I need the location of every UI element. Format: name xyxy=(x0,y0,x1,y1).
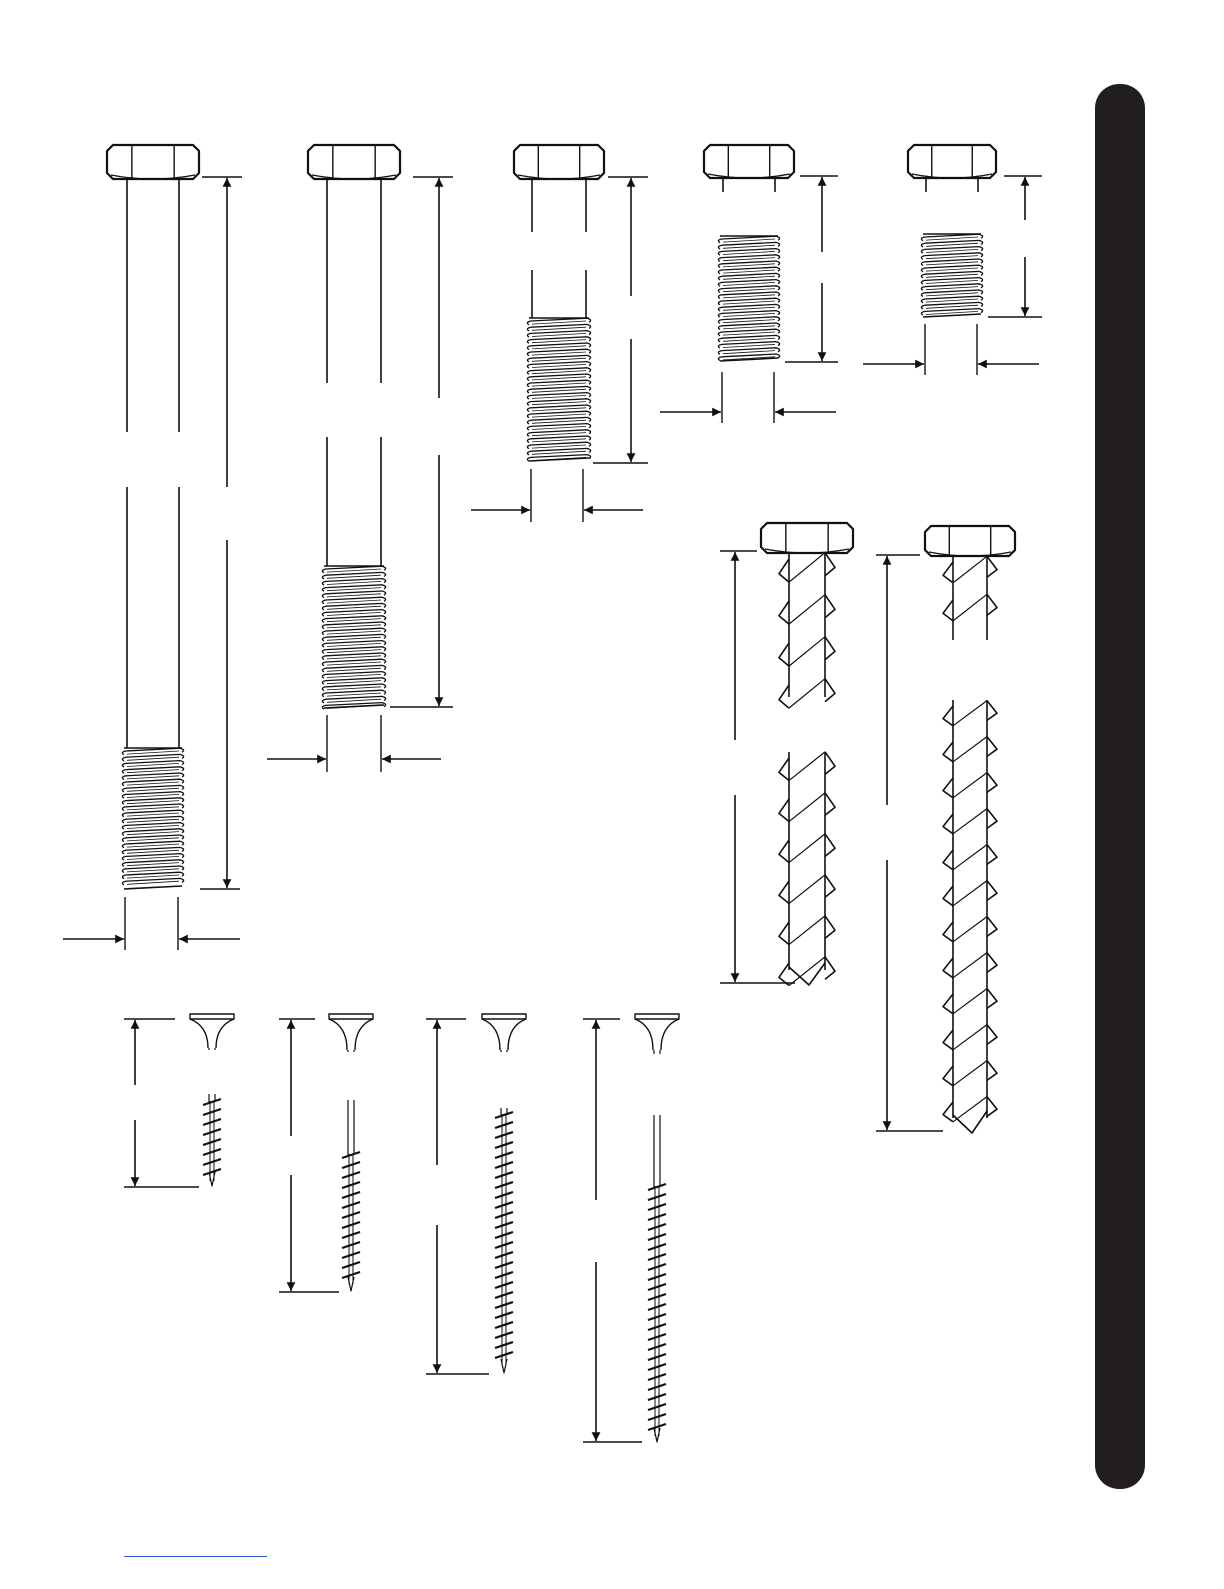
bugle-screw-3-length-dimension xyxy=(426,1019,489,1374)
footer-rule xyxy=(124,1556,267,1557)
lag-screw-1-icon xyxy=(761,523,853,986)
hex-bolt-1-icon xyxy=(107,145,199,889)
lag-screw-2-length-dimension xyxy=(876,555,943,1131)
bugle-screw-1-icon xyxy=(190,1014,234,1186)
hex-head xyxy=(704,145,794,178)
hex-bolt-2-icon xyxy=(308,145,400,709)
thread-coarse xyxy=(122,748,183,889)
hex-bolt-4-length-dimension xyxy=(785,176,838,362)
hex-bolt-5-diameter-dimension xyxy=(863,324,1039,375)
hex-head xyxy=(107,145,199,179)
bugle-screw-2-icon xyxy=(329,1014,373,1291)
hex-head xyxy=(908,145,996,178)
bugle-screw-3-icon xyxy=(482,1014,526,1373)
hex-bolt-4-diameter-dimension xyxy=(660,372,836,423)
dimension-lines xyxy=(63,176,1042,1442)
hex-bolt-2-length-dimension xyxy=(390,177,453,707)
lag-screw-group xyxy=(761,523,1015,1133)
hex-bolt-5-length-dimension xyxy=(988,176,1042,317)
bugle-screw-2-length-dimension xyxy=(279,1019,339,1292)
hex-bolt-2-diameter-dimension xyxy=(267,715,441,772)
hex-bolt-5-icon xyxy=(908,145,996,317)
hex-head xyxy=(761,523,853,553)
thread-coarse xyxy=(718,236,779,361)
thread-coarse xyxy=(527,318,590,461)
hex-head xyxy=(308,145,400,179)
hex-head xyxy=(925,526,1015,556)
bugle-screw-4-icon xyxy=(635,1014,679,1442)
hex-bolt-3-diameter-dimension xyxy=(471,469,643,522)
thread-coarse xyxy=(921,234,982,317)
hex-bolt-1-diameter-dimension xyxy=(63,897,240,950)
hex-bolt-group xyxy=(107,145,996,889)
thread-coarse xyxy=(322,566,385,709)
hex-bolt-4-icon xyxy=(704,145,794,361)
section-tab xyxy=(1095,84,1145,1489)
lag-screw-2-icon xyxy=(925,526,1015,1133)
bugle-screw-group xyxy=(190,1014,679,1442)
hex-bolt-3-length-dimension xyxy=(593,177,648,463)
hex-head xyxy=(514,145,604,179)
hex-bolt-3-icon xyxy=(514,145,604,461)
hex-bolt-1-length-dimension xyxy=(200,177,242,889)
bugle-screw-4-length-dimension xyxy=(583,1019,642,1442)
lag-screw-1-length-dimension xyxy=(720,551,795,983)
bugle-screw-1-length-dimension xyxy=(124,1019,199,1187)
